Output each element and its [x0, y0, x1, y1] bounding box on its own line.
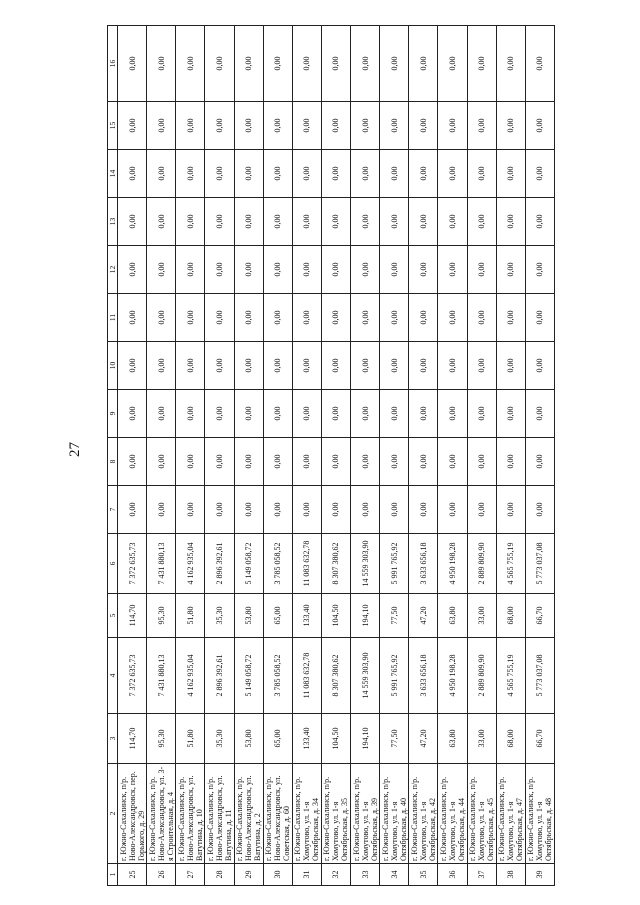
table-cell: 0,00 — [438, 294, 467, 342]
table-cell: 51,80 — [176, 594, 205, 638]
table-cell: 0,00 — [263, 102, 292, 150]
table-cell: 104,50 — [321, 594, 350, 638]
table-cell: 0,00 — [263, 294, 292, 342]
table-cell: 0,00 — [292, 486, 321, 534]
table-cell: 0,00 — [234, 150, 263, 198]
table-cell: 0,00 — [380, 150, 409, 198]
table-cell: 0,00 — [321, 294, 350, 342]
column-header: 16 — [108, 26, 118, 102]
table-cell: 0,00 — [205, 390, 234, 438]
table-cell: 47,20 — [409, 594, 438, 638]
column-header: 8 — [108, 438, 118, 486]
table-cell: 4 162 935,04 — [176, 638, 205, 714]
table-cell: 34 — [380, 864, 409, 886]
table-cell: 11 083 632,78 — [292, 534, 321, 594]
table-cell: 0,00 — [467, 438, 496, 486]
table-cell: 0,00 — [147, 390, 176, 438]
table-cell: 0,00 — [496, 342, 525, 390]
table-cell: 39 — [525, 864, 554, 886]
table-container — [107, 28, 555, 886]
table-cell: 0,00 — [176, 438, 205, 486]
table-cell: 0,00 — [380, 102, 409, 150]
table-cell: 0,00 — [263, 438, 292, 486]
table-cell: 30 — [263, 864, 292, 886]
table-cell: 0,00 — [467, 342, 496, 390]
table-cell: 0,00 — [147, 26, 176, 102]
table-cell: 0,00 — [118, 150, 147, 198]
table-cell: 0,00 — [380, 438, 409, 486]
table-cell: 0,00 — [118, 390, 147, 438]
table-cell: 0,00 — [292, 294, 321, 342]
table-row — [321, 26, 350, 886]
table-cell: 5 149 058,72 — [234, 534, 263, 594]
table-cell: 0,00 — [321, 102, 350, 150]
table-cell: 0,00 — [496, 294, 525, 342]
table-cell: 14 559 303,90 — [351, 534, 380, 594]
table-cell: 5 773 037,08 — [525, 638, 554, 714]
table-row — [205, 26, 234, 886]
column-header: 12 — [108, 246, 118, 294]
table-cell: 77,50 — [380, 714, 409, 764]
table-row — [525, 26, 554, 886]
table-cell: 0,00 — [234, 246, 263, 294]
table-cell: 0,00 — [351, 342, 380, 390]
table-cell: 0,00 — [147, 246, 176, 294]
table-cell: 8 307 380,62 — [321, 638, 350, 714]
table-cell: 35,30 — [205, 594, 234, 638]
table-cell: 3 785 058,52 — [263, 534, 292, 594]
column-header: 13 — [108, 198, 118, 246]
table-cell: 0,00 — [292, 26, 321, 102]
table-cell: 0,00 — [351, 26, 380, 102]
table-row — [147, 26, 176, 886]
table-cell: 0,00 — [176, 246, 205, 294]
table-cell: 0,00 — [234, 342, 263, 390]
table-cell: 0,00 — [409, 26, 438, 102]
table-cell: 26 — [147, 864, 176, 886]
table-cell: 0,00 — [118, 486, 147, 534]
table-cell: 0,00 — [118, 438, 147, 486]
table-cell: 0,00 — [234, 102, 263, 150]
table-cell: 0,00 — [438, 390, 467, 438]
table-cell: 0,00 — [176, 390, 205, 438]
table-cell: 0,00 — [292, 390, 321, 438]
table-cell: 0,00 — [525, 438, 554, 486]
table-cell: 0,00 — [292, 438, 321, 486]
table-cell: 0,00 — [351, 294, 380, 342]
table-cell: г. Южно-Сахалинск, п/р. Ново-Александровск, ул. Ватутина, д. 10 — [176, 764, 205, 864]
table-cell: 0,00 — [380, 294, 409, 342]
table-cell: 37 — [467, 864, 496, 886]
table-cell: г. Южно-Сахалинск, п/р. Хомутово, ул. 1-я Октябрьская, д. 40 — [380, 764, 409, 864]
table-cell: 0,00 — [380, 246, 409, 294]
table-cell: 0,00 — [525, 150, 554, 198]
table-cell: 8 307 380,62 — [321, 534, 350, 594]
table-row — [176, 26, 205, 886]
table-cell: 114,70 — [118, 714, 147, 764]
table-cell: 2 896 392,61 — [205, 534, 234, 594]
table-cell: 36 — [438, 864, 467, 886]
table-cell: 33 — [351, 864, 380, 886]
table-cell: 66,70 — [525, 594, 554, 638]
table-cell: 0,00 — [147, 198, 176, 246]
table-row — [438, 26, 467, 886]
table-cell: 0,00 — [234, 294, 263, 342]
table-cell: 0,00 — [496, 102, 525, 150]
table-cell: г. Южно-Сахалинск, п/р. Ново-Александровск, ул. 3-я Строительная, д. 4 — [147, 764, 176, 864]
table-row — [263, 26, 292, 886]
table-cell: 0,00 — [409, 246, 438, 294]
table-cell: 5 773 037,08 — [525, 534, 554, 594]
table-cell: 4 950 198,28 — [438, 638, 467, 714]
table-cell: 4 565 755,19 — [496, 638, 525, 714]
table-cell: 5 991 765,92 — [380, 638, 409, 714]
table-cell: 53,80 — [234, 714, 263, 764]
table-cell: 0,00 — [263, 486, 292, 534]
table-cell: 51,80 — [176, 714, 205, 764]
table-cell: 95,30 — [147, 714, 176, 764]
table-cell: 0,00 — [438, 198, 467, 246]
table-cell: 0,00 — [467, 294, 496, 342]
table-cell: 0,00 — [292, 342, 321, 390]
column-header: 7 — [108, 486, 118, 534]
table-row — [234, 26, 263, 886]
table-cell: 0,00 — [525, 246, 554, 294]
table-cell: 53,80 — [234, 594, 263, 638]
table-cell: 0,00 — [351, 438, 380, 486]
table-cell: 0,00 — [525, 26, 554, 102]
table-cell: 68,00 — [496, 714, 525, 764]
table-cell: 0,00 — [438, 486, 467, 534]
table-cell: 104,50 — [321, 714, 350, 764]
table-cell: 68,00 — [496, 594, 525, 638]
table-cell: 0,00 — [409, 150, 438, 198]
table-cell: 0,00 — [321, 486, 350, 534]
table-cell: 0,00 — [234, 486, 263, 534]
table-cell: г. Южно-Сахалинск, п/р. Хомутово, ул. 1-я Октябрьская, д. 42 — [409, 764, 438, 864]
table-cell: 14 559 303,90 — [351, 638, 380, 714]
table-cell: 0,00 — [263, 198, 292, 246]
table-cell: г. Южно-Сахалинск, п/р. Ново-Александровск, пер. Горького, д. 29 — [118, 764, 147, 864]
table-cell: 35 — [409, 864, 438, 886]
table-cell: 2 889 809,90 — [467, 638, 496, 714]
table-cell: 0,00 — [380, 342, 409, 390]
table-cell: 32 — [321, 864, 350, 886]
table-cell: 0,00 — [525, 342, 554, 390]
table-cell: 4 950 198,28 — [438, 534, 467, 594]
table-cell: 0,00 — [409, 486, 438, 534]
table-cell: 0,00 — [380, 486, 409, 534]
table-cell: 33,00 — [467, 714, 496, 764]
table-cell: 0,00 — [438, 102, 467, 150]
table-cell: 3 785 058,52 — [263, 638, 292, 714]
table-cell: 0,00 — [496, 390, 525, 438]
table-cell: 0,00 — [118, 246, 147, 294]
table-cell: 0,00 — [176, 26, 205, 102]
table-cell: 0,00 — [380, 198, 409, 246]
table-cell: 0,00 — [351, 390, 380, 438]
table-cell: 5 149 058,72 — [234, 638, 263, 714]
table-cell: 0,00 — [496, 438, 525, 486]
table-cell: 11 083 632,78 — [292, 638, 321, 714]
table-cell: 0,00 — [234, 26, 263, 102]
table-cell: 0,00 — [234, 198, 263, 246]
table-cell: 0,00 — [438, 342, 467, 390]
table-cell: 0,00 — [205, 486, 234, 534]
table-cell: 0,00 — [292, 102, 321, 150]
table-cell: 0,00 — [321, 150, 350, 198]
table-cell: 0,00 — [321, 246, 350, 294]
table-cell: 0,00 — [118, 26, 147, 102]
table-cell: г. Южно-Сахалинск, п/р. Ново-Александровск, ул. Советская, д. 60 — [263, 764, 292, 864]
table-cell: г. Южно-Сахалинск, п/р. Хомутово, ул. 1-я Октябрьская, д. 45 — [467, 764, 496, 864]
table-cell: 3 633 656,18 — [409, 638, 438, 714]
column-header: 1 — [108, 864, 118, 886]
table-cell: 0,00 — [496, 198, 525, 246]
table-cell: 0,00 — [409, 198, 438, 246]
table-cell: 0,00 — [380, 26, 409, 102]
table-cell: 0,00 — [409, 342, 438, 390]
table-cell: 63,80 — [438, 594, 467, 638]
table-cell: 0,00 — [351, 102, 380, 150]
table-cell: 0,00 — [438, 150, 467, 198]
table-cell: 194,10 — [351, 594, 380, 638]
table-cell: г. Южно-Сахалинск, п/р. Ново-Александровск, ул. Ватутина, д. 2 — [234, 764, 263, 864]
table-cell: 7 372 635,73 — [118, 534, 147, 594]
table-row — [380, 26, 409, 886]
table-cell: 35,30 — [205, 714, 234, 764]
table-cell: г. Южно-Сахалинск, п/р. Ново-Александровск, ул. Ватутина, д. 11 — [205, 764, 234, 864]
table-cell: 65,00 — [263, 714, 292, 764]
table-cell: 0,00 — [321, 438, 350, 486]
table-cell: 0,00 — [292, 150, 321, 198]
table-cell: г. Южно-Сахалинск, п/р. Хомутово, ул. 1-я Октябрьская, д. 39 — [351, 764, 380, 864]
column-header: 3 — [108, 714, 118, 764]
table-cell: 31 — [292, 864, 321, 886]
table-body — [118, 26, 555, 886]
table-cell: 0,00 — [205, 102, 234, 150]
table-cell: 27 — [176, 864, 205, 886]
table-cell: 25 — [118, 864, 147, 886]
table-cell: 0,00 — [118, 342, 147, 390]
rotated-table — [107, 28, 555, 886]
table-cell: 133,40 — [292, 594, 321, 638]
table-cell: 0,00 — [263, 246, 292, 294]
table-cell: 0,00 — [205, 438, 234, 486]
table-cell: 0,00 — [321, 198, 350, 246]
table-cell: 0,00 — [234, 390, 263, 438]
table-cell: 194,10 — [351, 714, 380, 764]
table-cell: 33,00 — [467, 594, 496, 638]
table-row — [292, 26, 321, 886]
table-cell: 0,00 — [118, 294, 147, 342]
table-cell: 0,00 — [525, 102, 554, 150]
column-header: 14 — [108, 150, 118, 198]
data-table — [107, 25, 555, 886]
table-cell: 133,40 — [292, 714, 321, 764]
table-cell: 0,00 — [380, 390, 409, 438]
table-cell: 0,00 — [147, 486, 176, 534]
table-cell: 4 565 755,19 — [496, 534, 525, 594]
table-cell: 0,00 — [438, 26, 467, 102]
column-header: 15 — [108, 102, 118, 150]
table-cell: 5 991 765,92 — [380, 534, 409, 594]
table-cell: 0,00 — [176, 198, 205, 246]
table-cell: 0,00 — [321, 26, 350, 102]
table-cell: 0,00 — [176, 486, 205, 534]
page-number: 27 — [67, 442, 83, 457]
table-cell: 0,00 — [351, 486, 380, 534]
table-cell: г. Южно-Сахалинск, п/р. Хомутово, ул. 1-я Октябрьская, д. 47 — [496, 764, 525, 864]
table-cell: 3 633 656,18 — [409, 534, 438, 594]
table-cell: 0,00 — [351, 198, 380, 246]
table-cell: 0,00 — [263, 26, 292, 102]
table-cell: 0,00 — [176, 150, 205, 198]
table-cell: 0,00 — [205, 150, 234, 198]
table-cell: 2 896 392,61 — [205, 638, 234, 714]
column-header: 9 — [108, 390, 118, 438]
table-cell: 0,00 — [467, 198, 496, 246]
column-header: 10 — [108, 342, 118, 390]
table-cell: 0,00 — [205, 198, 234, 246]
table-cell: 0,00 — [438, 438, 467, 486]
column-header: 6 — [108, 534, 118, 594]
table-cell: 4 162 935,04 — [176, 534, 205, 594]
table-cell: 66,70 — [525, 714, 554, 764]
table-cell: 0,00 — [147, 294, 176, 342]
column-header: 2 — [108, 764, 118, 864]
table-row — [409, 26, 438, 886]
table-cell: 29 — [234, 864, 263, 886]
table-cell: 0,00 — [205, 294, 234, 342]
table-cell: 0,00 — [525, 486, 554, 534]
table-cell: 7 431 880,13 — [147, 534, 176, 594]
table-cell: 0,00 — [351, 150, 380, 198]
table-row — [467, 26, 496, 886]
table-cell: 0,00 — [409, 294, 438, 342]
column-header: 5 — [108, 594, 118, 638]
table-cell: г. Южно-Сахалинск, п/р. Хомутово, ул. 1-я Октябрьская, д. 44 — [438, 764, 467, 864]
table-cell: г. Южно-Сахалинск, п/р. Хомутово, ул. 1-я Октябрьская, д. 35 — [321, 764, 350, 864]
column-header: 11 — [108, 294, 118, 342]
table-cell: 2 889 809,90 — [467, 534, 496, 594]
table-cell: 0,00 — [176, 102, 205, 150]
table-cell: 0,00 — [496, 150, 525, 198]
table-cell: 0,00 — [409, 438, 438, 486]
table-cell: 0,00 — [176, 342, 205, 390]
table-cell: 0,00 — [525, 198, 554, 246]
table-cell: 0,00 — [467, 102, 496, 150]
table-cell: 0,00 — [147, 438, 176, 486]
table-cell: 0,00 — [409, 390, 438, 438]
table-cell: 0,00 — [263, 150, 292, 198]
table-cell: 0,00 — [467, 246, 496, 294]
table-cell: 0,00 — [118, 102, 147, 150]
table-cell: 7 431 880,13 — [147, 638, 176, 714]
table-cell: 0,00 — [205, 342, 234, 390]
table-cell: 0,00 — [263, 342, 292, 390]
table-cell: 63,80 — [438, 714, 467, 764]
table-cell: 65,00 — [263, 594, 292, 638]
table-cell: 0,00 — [147, 150, 176, 198]
table-cell: 0,00 — [525, 294, 554, 342]
table-cell: 114,70 — [118, 594, 147, 638]
table-cell: 0,00 — [205, 246, 234, 294]
table-cell: 7 372 635,73 — [118, 638, 147, 714]
table-cell: 0,00 — [496, 486, 525, 534]
table-cell: 0,00 — [263, 390, 292, 438]
table-cell: 0,00 — [147, 342, 176, 390]
table-row — [118, 26, 147, 886]
table-row — [496, 26, 525, 886]
table-cell: 38 — [496, 864, 525, 886]
table-cell: 0,00 — [205, 26, 234, 102]
table-cell: 77,50 — [380, 594, 409, 638]
table-cell: 47,20 — [409, 714, 438, 764]
table-cell: 0,00 — [467, 390, 496, 438]
table-cell: 0,00 — [467, 150, 496, 198]
table-cell: 0,00 — [351, 246, 380, 294]
table-cell: 0,00 — [176, 294, 205, 342]
table-cell: 0,00 — [321, 390, 350, 438]
table-cell: 0,00 — [409, 102, 438, 150]
table-cell: г. Южно-Сахалинск, п/р. Хомутово, ул. 1-я Октябрьская, д. 34 — [292, 764, 321, 864]
table-cell: 0,00 — [292, 198, 321, 246]
table-cell: 95,30 — [147, 594, 176, 638]
table-cell: 0,00 — [438, 246, 467, 294]
table-cell: 0,00 — [292, 246, 321, 294]
table-cell: 0,00 — [234, 438, 263, 486]
table-cell: 0,00 — [467, 26, 496, 102]
table-cell: 0,00 — [467, 486, 496, 534]
table-cell: 0,00 — [525, 390, 554, 438]
table-cell: г. Южно-Сахалинск, п/р. Хомутово, ул. 1-я Октябрьская, д. 48 — [525, 764, 554, 864]
table-cell: 0,00 — [321, 342, 350, 390]
header-row — [108, 26, 118, 886]
table-row — [351, 26, 380, 886]
table-cell: 28 — [205, 864, 234, 886]
column-header: 4 — [108, 638, 118, 714]
table-cell: 0,00 — [496, 26, 525, 102]
table-cell: 0,00 — [118, 198, 147, 246]
table-cell: 0,00 — [147, 102, 176, 150]
table-cell: 0,00 — [496, 246, 525, 294]
